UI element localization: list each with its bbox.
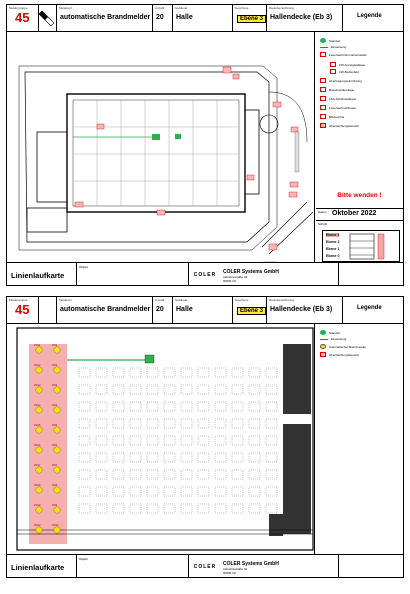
detector-icon xyxy=(36,447,42,453)
legend-title: Legende xyxy=(357,13,382,19)
legend-fat xyxy=(330,62,365,67)
detector-icon xyxy=(54,407,60,413)
level-2-label: Ebene 2 xyxy=(326,240,340,244)
room-cell xyxy=(267,5,343,31)
legend-text: Feuerwehrschlüssel xyxy=(329,105,356,110)
detector-label: 45/5 xyxy=(52,424,58,427)
detector-count: 20 xyxy=(156,14,164,21)
key-icon xyxy=(320,105,326,110)
building-label: Gebäude xyxy=(175,6,188,10)
sheet-overview xyxy=(6,4,404,286)
level-0-label: Ebene 0 xyxy=(326,254,340,258)
detector-icon xyxy=(36,467,42,473)
legend-text: Standort xyxy=(329,330,341,335)
detail-drawing xyxy=(7,324,315,555)
detector-icon xyxy=(36,407,42,413)
legend-fis xyxy=(320,52,367,57)
company-name: COLER Systems GmbH xyxy=(223,269,279,275)
building-name: Halle xyxy=(176,306,193,313)
detector-label: 45/3 xyxy=(52,384,58,387)
legend-text: Automatischer Brandmelder xyxy=(329,344,367,349)
sheet-title: Linienlaufkarte xyxy=(7,555,77,577)
count-cell xyxy=(153,297,173,323)
building-cell xyxy=(173,297,233,323)
section-icon xyxy=(348,231,398,261)
location-icon xyxy=(145,355,154,363)
legend-flash xyxy=(320,114,344,119)
legend-text: Überwachungsbereich xyxy=(329,123,359,128)
company-logo: COLER xyxy=(193,272,217,278)
fat-icon xyxy=(330,62,336,67)
detector-label: 45/11 xyxy=(34,344,41,347)
company-city: 00000 Ort xyxy=(223,279,237,283)
key-depot-icon xyxy=(320,96,326,101)
detector-icon xyxy=(36,427,42,433)
date-label: Datum xyxy=(318,210,327,214)
transmission-icon xyxy=(320,78,326,83)
level-cell xyxy=(233,5,267,31)
detector-label: 45/17 xyxy=(34,464,41,467)
detector-icon xyxy=(36,487,42,493)
company-street: Industriestraße 34 xyxy=(223,567,248,571)
legend-text: Blitzleuchte xyxy=(329,114,345,119)
turn-over-notice: Bitte wenden ! xyxy=(337,192,382,199)
legend-ue xyxy=(320,78,362,83)
object-label: Objekt xyxy=(77,555,189,577)
detector-icon xyxy=(54,447,60,453)
legend-title: Legende xyxy=(357,305,382,311)
level-1-label: Ebene 1 xyxy=(326,247,340,251)
type-label: Melderart xyxy=(59,6,72,10)
floor-plan-detail xyxy=(7,324,315,555)
building-name: Halle xyxy=(176,14,193,21)
room-label: Raumbezeichnung xyxy=(269,6,295,10)
detector-icon xyxy=(36,507,42,513)
legend-fbf xyxy=(330,69,359,74)
detector-icon xyxy=(36,387,42,393)
room-cell xyxy=(267,297,343,323)
fire-panel-icon xyxy=(320,87,326,92)
detector-icon xyxy=(320,344,326,349)
header-row xyxy=(7,297,403,324)
detector-label: 45/20 xyxy=(34,524,41,527)
date-row xyxy=(316,208,403,221)
detector-label: 45/4 xyxy=(52,404,58,407)
detector-icon xyxy=(54,487,60,493)
count-label: Anzahl xyxy=(155,298,165,302)
company-block xyxy=(221,555,339,577)
legend-standort xyxy=(320,38,340,43)
detector-label: 45/14 xyxy=(34,404,41,407)
group-label: Meldergruppe xyxy=(9,6,28,10)
type-cell xyxy=(57,297,153,323)
detector-icon xyxy=(36,367,42,373)
legend-bma xyxy=(320,87,354,92)
level-badge: Ebene 3 xyxy=(237,307,266,315)
legend-zone xyxy=(320,123,359,128)
legend-standort xyxy=(320,330,340,335)
legend-text: Einweisung xyxy=(331,337,347,341)
company-block xyxy=(221,263,339,285)
legend-detector xyxy=(320,344,366,349)
detector-icon xyxy=(54,507,60,513)
detector-label: 45/13 xyxy=(34,384,41,387)
detector-label: 45/9 xyxy=(52,504,58,507)
legend-zone xyxy=(320,352,359,357)
legend-fsd xyxy=(320,96,356,101)
detector-label: 45/8 xyxy=(52,484,58,487)
detector-icon xyxy=(54,387,60,393)
detector-label: 45/19 xyxy=(34,504,41,507)
path-icon xyxy=(320,339,328,340)
detector-count: 20 xyxy=(156,306,164,313)
legend-text: FSK-Schlüsseldepot xyxy=(329,96,357,101)
room-name: Hallendecke (Eb 3) xyxy=(270,14,333,21)
detector-label: 45/1 xyxy=(52,344,58,347)
detector-icon xyxy=(54,427,60,433)
company-name: COLER Systems GmbH xyxy=(223,561,279,567)
legend-panel xyxy=(316,32,403,263)
footer-blank xyxy=(339,263,403,285)
detector-type: automatische Brandmelder xyxy=(60,306,151,313)
legend-text: FW-Anzeigetableau xyxy=(339,62,366,67)
object-label: Objekt xyxy=(77,263,189,285)
footer-row xyxy=(7,262,403,285)
level-3-label: Ebene 3 xyxy=(326,233,340,237)
legend-text: FW-Bedienfeld xyxy=(339,69,359,74)
detector-label: 45/16 xyxy=(34,444,41,447)
date-value: Oktober 2022 xyxy=(332,210,377,217)
legend-title-cell xyxy=(343,5,403,31)
legend-text: Feuerwehrinformationsstelle xyxy=(329,52,367,57)
group-label: Meldergruppe xyxy=(9,298,28,302)
type-label: Melderart xyxy=(59,298,72,302)
legend-einweisung xyxy=(320,337,346,341)
company-city: 00000 Ort xyxy=(223,571,237,575)
level-badge: Ebene 3 xyxy=(237,15,266,23)
legend-einweisung xyxy=(320,45,346,49)
location-icon xyxy=(320,330,326,335)
detector-label: 45/7 xyxy=(52,464,58,467)
group-number: 45 xyxy=(15,302,30,317)
level-label: Geschoss xyxy=(235,6,249,10)
detector-label: 45/2 xyxy=(52,364,58,367)
compass-cell xyxy=(39,5,57,31)
footer-row xyxy=(7,554,403,577)
level-cell xyxy=(233,297,267,323)
legend-text: Übertragungseinrichtung xyxy=(329,78,362,83)
detector-icon xyxy=(36,527,42,533)
section-label: Schnitt xyxy=(318,222,328,226)
compass-cell xyxy=(39,297,57,323)
detector-icon xyxy=(36,347,42,353)
legend-title-cell xyxy=(343,297,403,323)
detector-label: 45/6 xyxy=(52,444,58,447)
legend-text: Überwachungsbereich xyxy=(329,352,359,357)
legend-text: Brandmeldeanlage xyxy=(329,87,355,92)
legend-text: Standort xyxy=(329,38,341,43)
detector-icon xyxy=(54,347,60,353)
header-row xyxy=(7,5,403,32)
count-label: Anzahl xyxy=(155,6,165,10)
sheet-detail xyxy=(6,296,404,578)
detector-icon xyxy=(54,367,60,373)
floor-plan-drawing xyxy=(7,32,315,263)
room-name: Hallendecke (Eb 3) xyxy=(270,306,333,313)
building-cell xyxy=(173,5,233,31)
company-street: Industriestraße 34 xyxy=(223,275,248,279)
legend-key xyxy=(320,105,356,110)
type-cell xyxy=(57,5,153,31)
detector-label: 45/10 xyxy=(52,524,59,527)
compass-icon xyxy=(39,5,57,31)
detector-type: automatische Brandmelder xyxy=(60,14,151,21)
zone-icon xyxy=(320,123,326,128)
group-cell xyxy=(7,5,39,31)
group-number: 45 xyxy=(15,10,30,25)
group-cell xyxy=(7,297,39,323)
level-label: Geschoss xyxy=(235,298,249,302)
company-logo: COLER xyxy=(193,564,217,570)
room-label: Raumbezeichnung xyxy=(269,298,295,302)
floor-plan-overview xyxy=(7,32,315,263)
section-diagram xyxy=(322,230,400,262)
legend-text: Einweisung xyxy=(331,45,347,49)
detector-icon xyxy=(54,527,60,533)
detector-label: 45/18 xyxy=(34,484,41,487)
path-icon xyxy=(320,47,328,48)
location-icon xyxy=(320,38,326,43)
count-cell xyxy=(153,5,173,31)
flash-light-icon xyxy=(320,114,326,119)
detector-label: 45/12 xyxy=(34,364,41,367)
zone-icon xyxy=(320,352,326,357)
legend-panel xyxy=(316,324,403,555)
fis-icon xyxy=(320,52,326,57)
detector-icon xyxy=(54,467,60,473)
footer-blank xyxy=(339,555,403,577)
building-label: Gebäude xyxy=(175,298,188,302)
detector-label: 45/15 xyxy=(34,424,41,427)
sheet-title: Linienlaufkarte xyxy=(7,263,77,285)
fbf-icon xyxy=(330,69,336,74)
